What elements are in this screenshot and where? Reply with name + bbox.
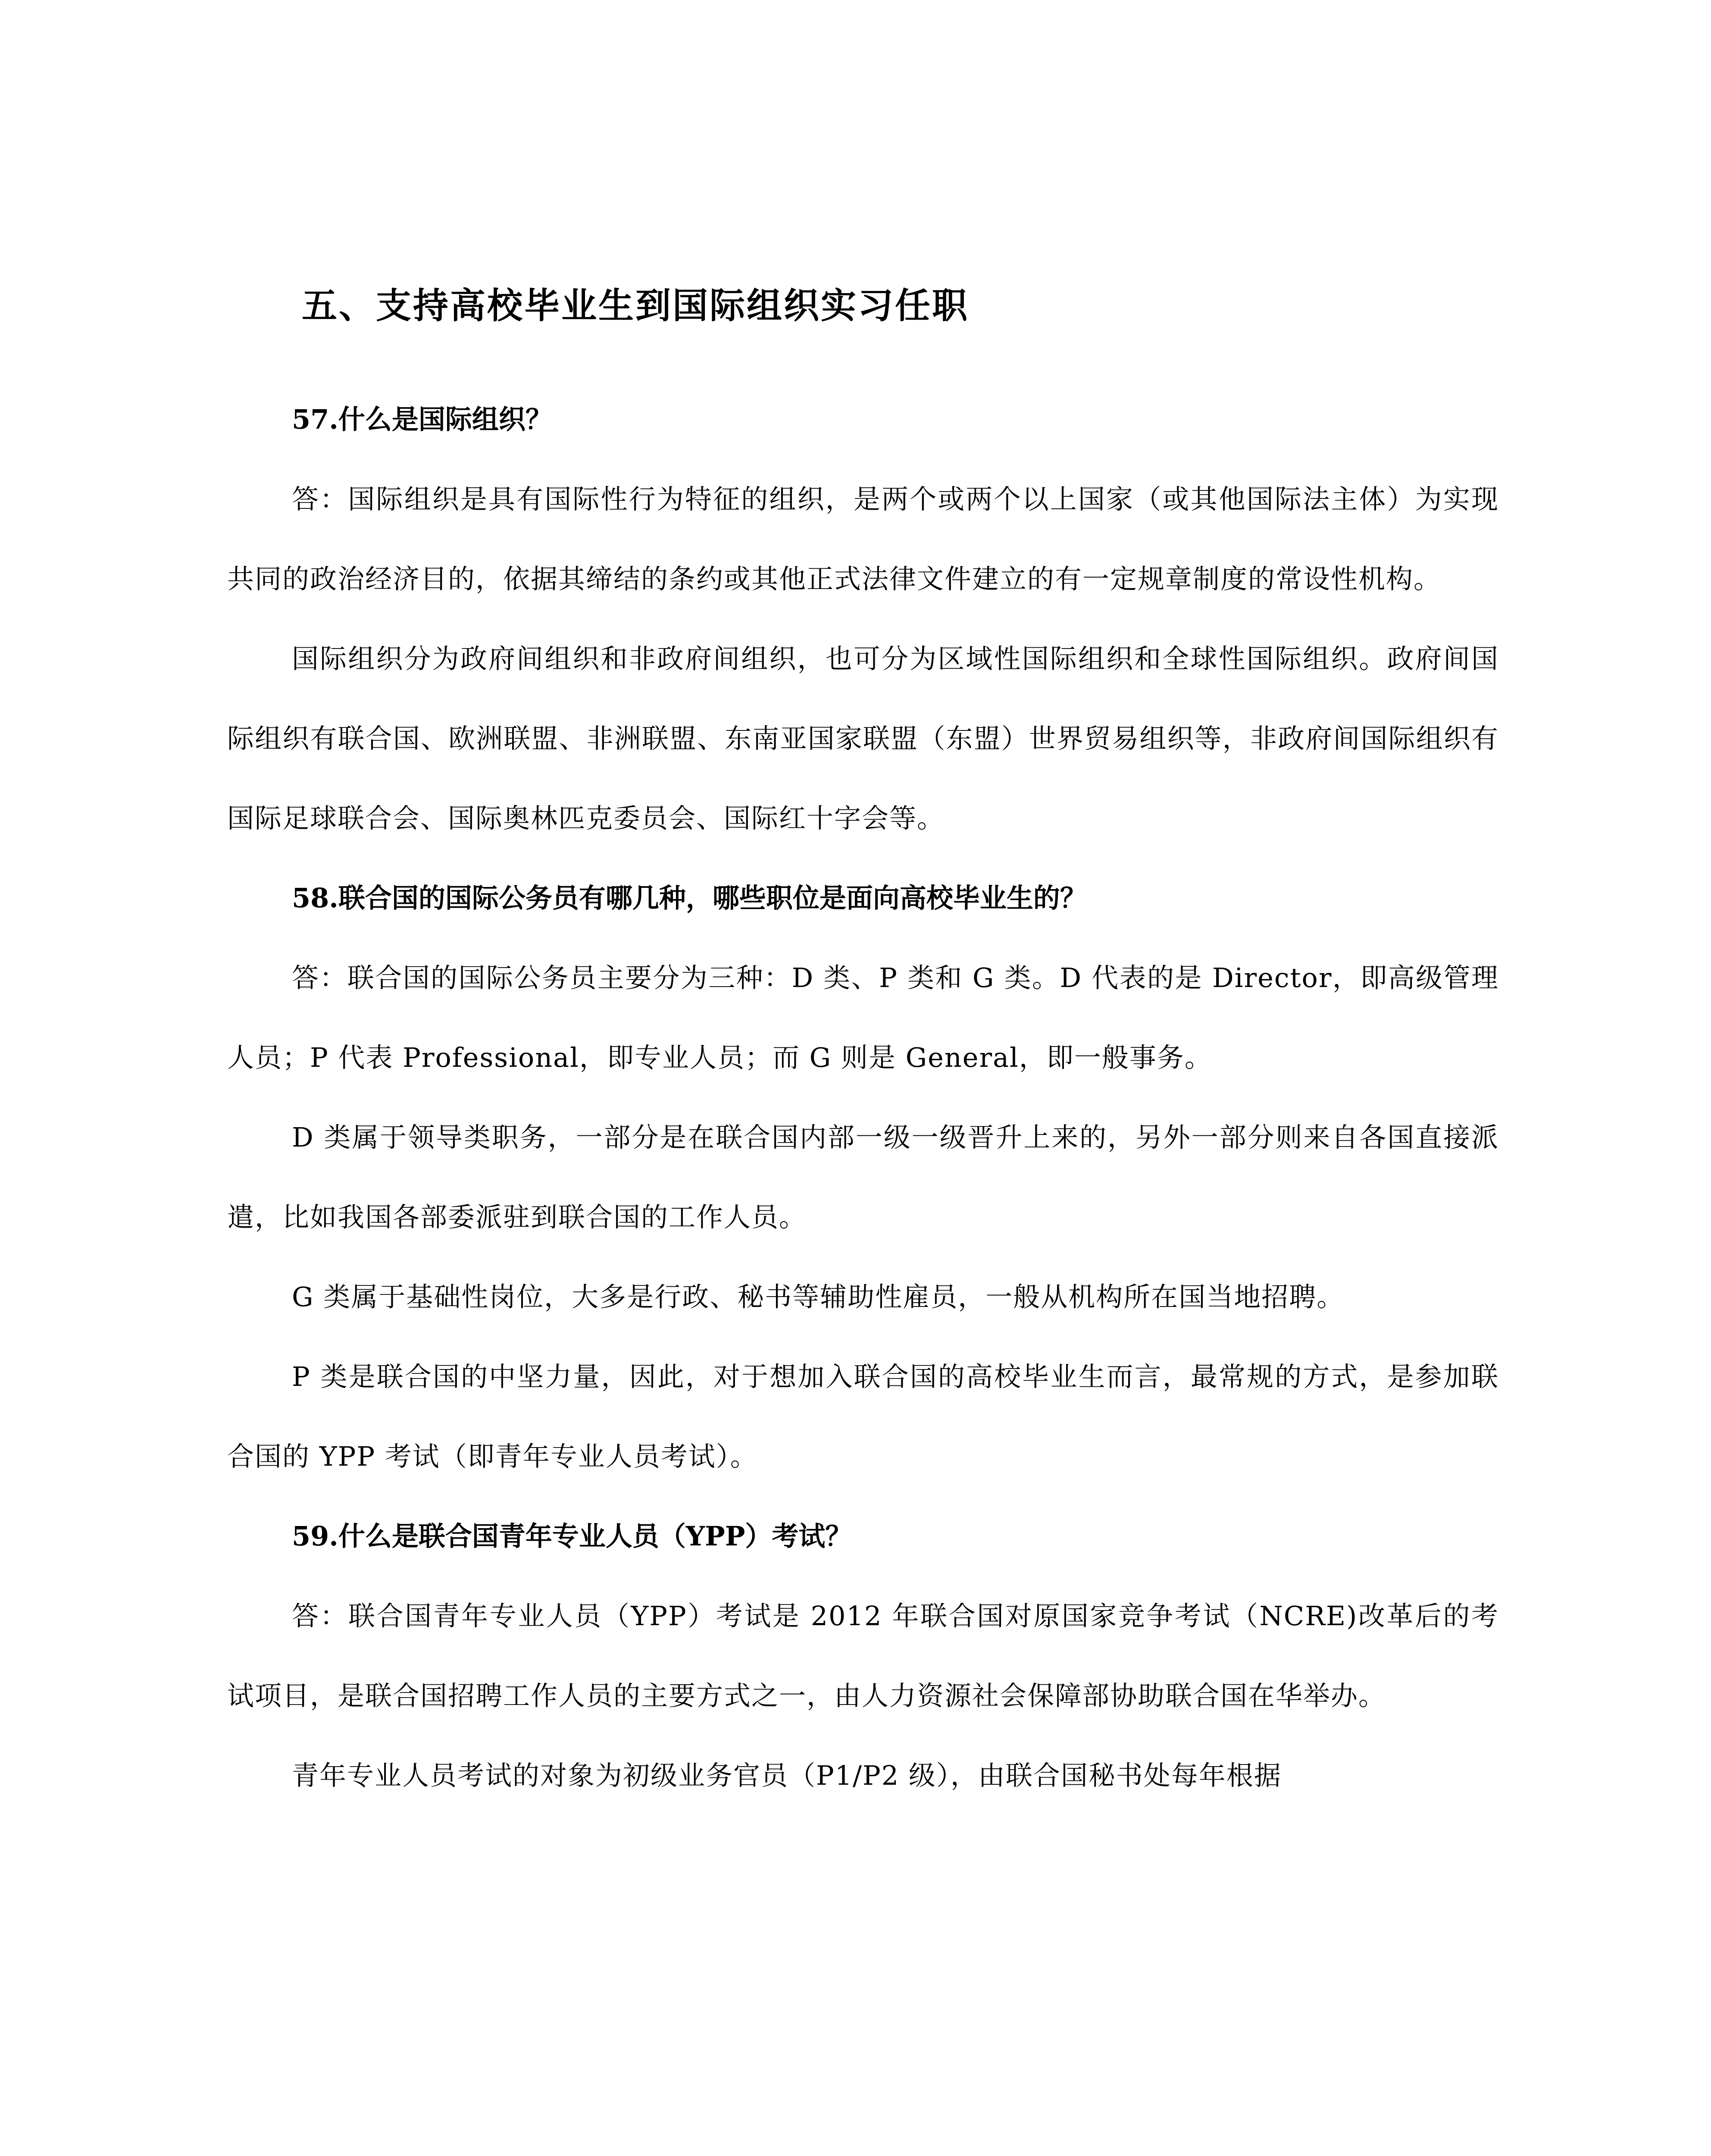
question-heading-58: 58.联合国的国际公务员有哪几种，哪些职位是面向高校毕业生的？ [292, 882, 1087, 914]
answer-paragraph-59-1: 答：联合国青年专业人员（YPP）考试是 2012 年联合国对原国家竞争考试（NCRE)改革后的考试项目，是联合国招聘工作人员的主要方式之一，由人力资源社会保障部协助联合国在华举办。 [227, 1600, 1499, 1711]
answer-paragraph-58-3: G 类属于基础性岗位，大多是行政、秘书等辅助性雇员，一般从机构所在国当地招聘。 [292, 1281, 1345, 1313]
answer-paragraph-57-2: 国际组织分为政府间组织和非政府间组织，也可分为区域性国际组织和全球性国际组织。政府间国际组织有联合国、欧洲联盟、非洲联盟、东南亚国家联盟（东盟）世界贸易组织等，非政府间国际组织有国际足球联合会、国际奥林匹克委员会、国际红十字会等。 [227, 643, 1499, 834]
answer-paragraph-58-2: D 类属于领导类职务，一部分是在联合国内部一级一级晋升上来的，另外一部分则来自各国直接派遣，比如我国各部委派驻到联合国的工作人员。 [227, 1122, 1499, 1233]
answer-paragraph-58-4: P 类是联合国的中坚力量，因此，对于想加入联合国的高校毕业生而言，最常规的方式，是参加联合国的 YPP 考试（即青年专业人员考试）。 [227, 1361, 1499, 1472]
document-body [227, 379, 1499, 1815]
question-heading-59: 59.什么是联合国青年专业人员（YPP）考试？ [292, 1520, 852, 1552]
question-heading-57: 57.什么是国际组织？ [292, 404, 552, 435]
answer-paragraph-57-1: 答：国际组织是具有国际性行为特征的组织，是两个或两个以上国家（或其他国际法主体）为实现共同的政治经济目的，依据其缔结的条约或其他正式法律文件建立的有一定规章制度的常设性机构。 [227, 483, 1499, 595]
answer-paragraph-59-2: 青年专业人员考试的对象为初级业务官员（P1/P2 级），由联合国秘书处每年根据 [292, 1760, 1282, 1791]
section-title: 五、支持高校毕业生到国际组织实习任职 [302, 285, 970, 326]
answer-paragraph-58-1: 答：联合国的国际公务员主要分为三种：D 类、P 类和 G 类。D 代表的是 Director，即高级管理人员；P 代表 Professional，即专业人员；而 G 则是 General，即一般事务。 [227, 962, 1499, 1073]
